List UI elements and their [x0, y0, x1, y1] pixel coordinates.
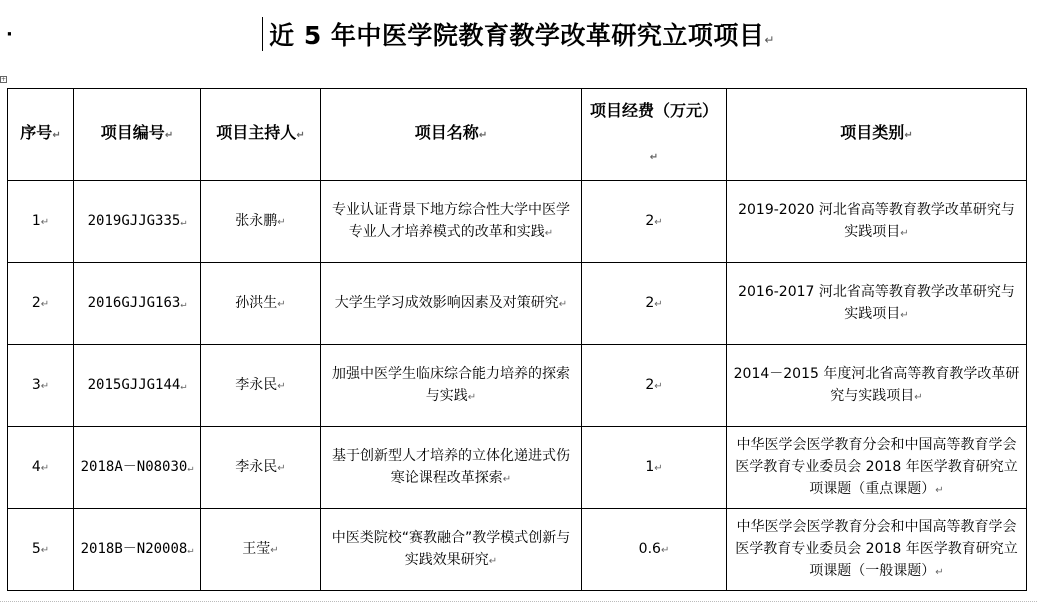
paragraph-mark-icon: ↵ — [764, 33, 775, 47]
table-row — [8, 509, 1027, 591]
cell-mark-icon: ↵ — [164, 130, 174, 141]
cell-mark-icon: ↵ — [52, 130, 61, 141]
cell-name[interactable]: 加强中医学生临床综合能力培养的探索与实践↵ — [321, 345, 582, 427]
title-area — [0, 16, 1037, 52]
cell-name[interactable]: 基于创新型人才培养的立体化递进式伤寒论课程改革探索↵ — [321, 427, 582, 509]
cell-category[interactable]: 2019-2020 河北省高等教育教学改革研究与实践项目↵ — [727, 181, 1027, 263]
cell-funding[interactable]: 2↵ — [582, 181, 727, 263]
cell-host[interactable]: 王莹↵ — [201, 509, 321, 591]
header-index[interactable]: 序号↵ — [8, 89, 74, 181]
cell-mark-icon: ↵ — [904, 130, 913, 141]
cell-name[interactable]: 中医类院校“赛教融合”教学模式创新与实践效果研究↵ — [321, 509, 582, 591]
bullet-marker: · — [6, 24, 13, 45]
cell-category[interactable]: 2016-2017 河北省高等教育教学改革研究与实践项目↵ — [727, 263, 1027, 345]
cell-index[interactable]: 3↵ — [8, 345, 74, 427]
cell-host[interactable]: 张永鹏↵ — [201, 181, 321, 263]
projects-table — [7, 88, 1027, 591]
table-row — [8, 427, 1027, 509]
cell-code[interactable]: 2018B－N20008↵ — [74, 509, 201, 591]
cell-category[interactable]: 中华医学会医学教育分会和中国高等教育学会 医学教育专业委员会 2018 年医学教育研究立项课题（一般课题）↵ — [727, 509, 1027, 591]
text-cursor — [262, 17, 263, 51]
cell-index[interactable]: 1↵ — [8, 181, 74, 263]
table-row — [8, 181, 1027, 263]
header-funding[interactable]: 项目经费（万元）↵ — [582, 89, 727, 181]
cell-host[interactable]: 孙洪生↵ — [201, 263, 321, 345]
cell-index[interactable]: 4↵ — [8, 427, 74, 509]
cell-code[interactable]: 2015GJJG144↵ — [74, 345, 201, 427]
cell-code[interactable]: 2016GJJG163↵ — [74, 263, 201, 345]
cell-index[interactable]: 5↵ — [8, 509, 74, 591]
table-row — [8, 345, 1027, 427]
cell-mark-icon: ↵ — [478, 130, 488, 141]
cell-category[interactable]: 中华医学会医学教育分会和中国高等教育学会 医学教育专业委员会 2018 年医学教育研究立项课题（重点课题）↵ — [727, 427, 1027, 509]
header-name[interactable]: 项目名称↵ — [321, 89, 582, 181]
cell-funding[interactable]: 0.6↵ — [582, 509, 727, 591]
table-row — [8, 263, 1027, 345]
cell-host[interactable]: 李永民↵ — [201, 345, 321, 427]
cell-funding[interactable]: 2↵ — [582, 263, 727, 345]
cell-host[interactable]: 李永民↵ — [201, 427, 321, 509]
cell-mark-icon: ↵ — [649, 152, 659, 163]
table-header-row — [8, 89, 1027, 181]
cell-index[interactable]: 2↵ — [8, 263, 74, 345]
cell-code[interactable]: 2018A－N08030↵ — [74, 427, 201, 509]
page-title-text: 近 5 年中医学院教育教学改革研究立项项目 — [269, 21, 765, 50]
cell-mark-icon: ↵ — [296, 130, 305, 141]
header-code[interactable]: 项目编号↵ — [74, 89, 201, 181]
cell-category[interactable]: 2014－2015 年度河北省高等教育教学改革研究与实践项目↵ — [727, 345, 1027, 427]
table-move-handle-icon[interactable]: + — [1, 76, 7, 83]
cell-funding[interactable]: 1↵ — [582, 427, 727, 509]
cell-code[interactable]: 2019GJJG335↵ — [74, 181, 201, 263]
cell-name[interactable]: 专业认证背景下地方综合性大学中医学专业人才培养模式的改革和实践↵ — [321, 181, 582, 263]
cell-name[interactable]: 大学生学习成效影响因素及对策研究↵ — [321, 263, 582, 345]
cell-funding[interactable]: 2↵ — [582, 345, 727, 427]
header-category[interactable]: 项目类别↵ — [727, 89, 1027, 181]
header-host[interactable]: 项目主持人↵ — [201, 89, 321, 181]
page-title[interactable] — [269, 16, 775, 52]
page-bottom-divider — [0, 601, 1037, 603]
